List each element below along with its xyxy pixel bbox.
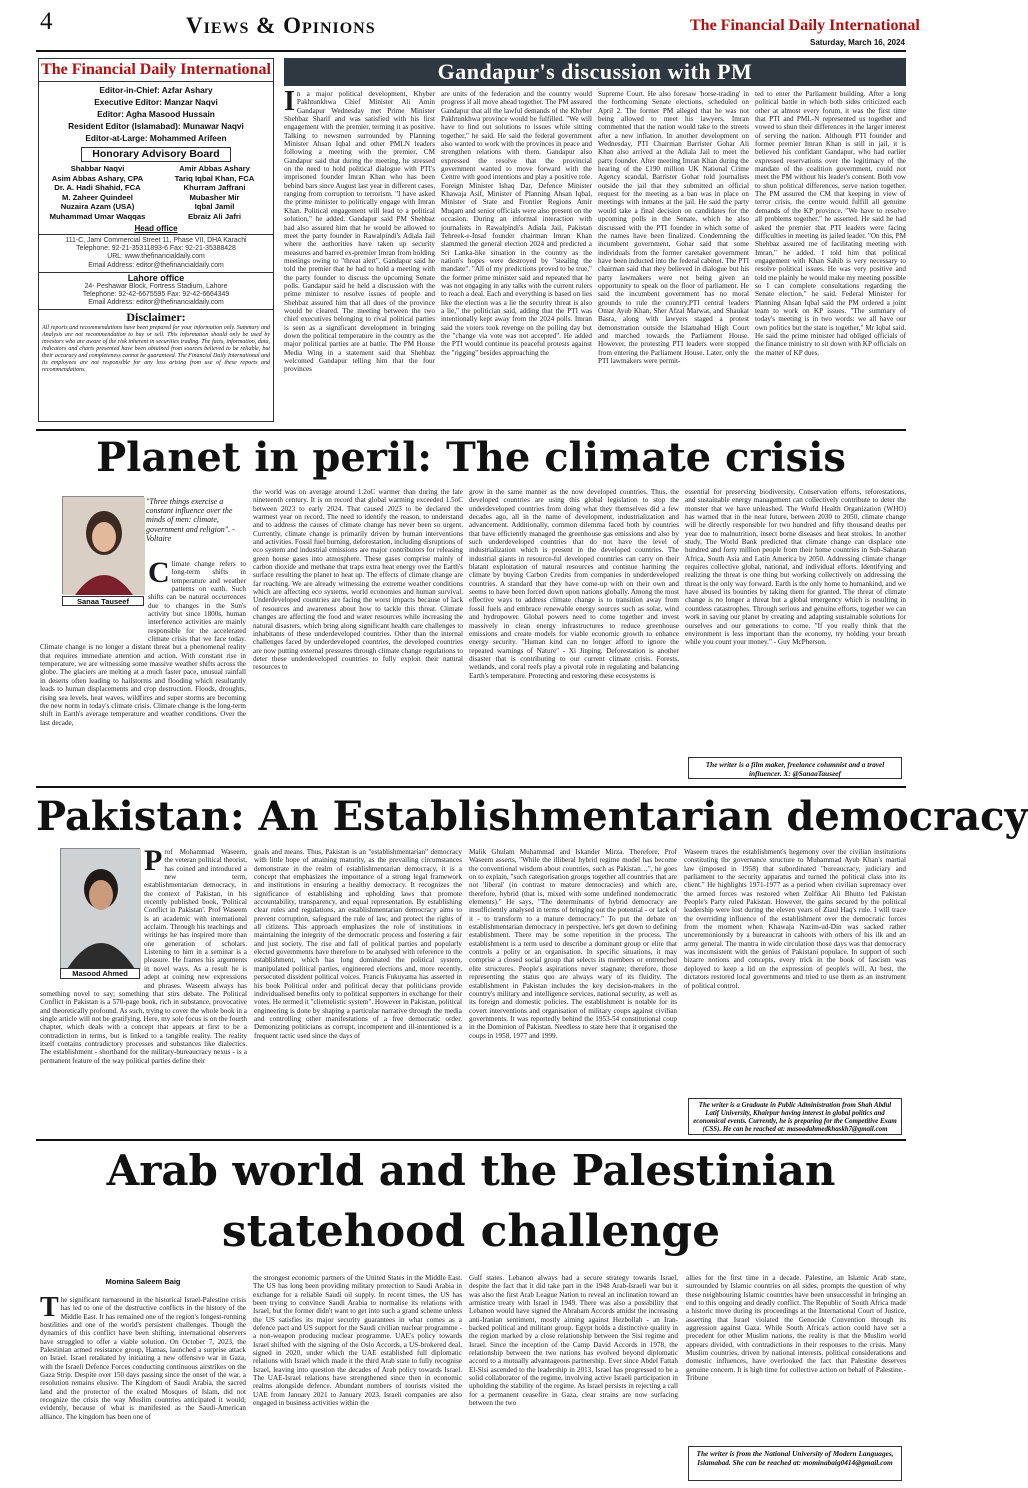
board-member: Shabbar Naqvi bbox=[70, 164, 125, 173]
editorial-column-4: ted to enter the Parliament building. After a long political battle in which both sides criticized each other at almost every forum, it was the first time that PTI and PML-N represented us together and vowed to shun their differences in the larger interest of serving the nation. Although PTI founder and former premier Imran Khan is still in jail, it is believed his confidant Gandapur, who had earlier expressed reservations over the legitimacy of the mandate of the coalition government, could not meet the PM without his leader's consent. Both vow to shun political differences, serve nation together. The PM assured the CM that keeping in view of terror crisis, the centre would fulfill all genuine demands of the KP province. "We have to resolve all problems together," he asserted. He said he had asked the premier that PTI leaders were facing difficulties in meeting its jailed leader. "On this, PM Shehbaz assured me of facilitating meeting with Imran," he added. I told him that political engagement with Khan Sahib is very necessary to resolve political issues. He was very positive and told me plainly he would make my meeting possible so I can complete consultations regarding the Senate election," he said. Federal Minister for Planning Ahsan Iqbal said the PM ordered a joint team to work on KP issues. "The summary of today's meeting is in two words: we all have our own politics but the state is together," Mr Iqbal said. He said the prime minister had obliged officials of the finance ministry to sit down with KP officials on the matter of KP dues. bbox=[755, 90, 906, 357]
article3-column-2: the strongest economic partners of the United States in the Middle East. The US has long been providing military protection to Saudi Arabia in exchange for a reliable Saudi oil supply. In recent times, the US has been trying to convince Saudi Arabia to normalise its relations with Israel, but the former didn't want to get into such a grand scheme unless the US satisfies its major security guarantees in what comes as a defence pact and US support for the Saudi civilian nuclear programme - a non-weapon producing nuclear programme. UAE's policy towards Israel shifted with the signing of the Oslo Accords, a US-brokered deal, signed in 2020, under which the UAE established full diplomatic relations with Israel which made it the third Arab state to fully recognise Israel, leaving into question the decades of Arab policy towards Israel. The UAE-Israel relations have strengthened since then in economic realms alongside defence. Abundant numbers of tourists visited the UAE from January 2021 to January 2023. Israeli companies are also engaged in business activities within the bbox=[253, 1274, 462, 1408]
article2-column-4: Waseem traces the establishment's hegemony over the civilian institutions constituting the governance structure to Muhammad Ayub Khan's martial law (imposed in 1958) that subordinated "bureaucracy, judiciary and parliament to the security apparatus and turned the political class into its client." He highlights 1971-1977 as a period when civilian supremacy over the armed forces was restored when Zulfikar Ali Bhutto led Pakistan People's Party ruled Pakistan. However, the gains secured by the political leadership were lost during the eleven years of Ziaul Haq's rule. I will trace the overriding influence of the establishment over the democratic forces from the moment when Khawaja Nazim-ud-Din was sacked rather unceremoniously by a bureaucrat in cahoots with others of his ilk and an army general. The mantra in wide circulation those days was that democracy was inconsistent with the genius of Pakistani populace. In support of such bizarre notions and concepts, every trick in the book of fascism was deployed to keep a lid on the expression of people's will. At best, the dictators restored local governments and tried to use them as an instrument of political control. bbox=[684, 848, 906, 990]
header-rule bbox=[36, 50, 906, 52]
author-name: Masood Ahmed bbox=[60, 968, 140, 979]
article1-column-1-text bbox=[40, 556, 246, 780]
board-member: Khurram Jaffrani bbox=[183, 183, 246, 192]
author-note: The writer is from the National University of Modern Languages, Islamabad. She can be reached at: mominabaig0414@gmail.com bbox=[688, 1446, 902, 1481]
article3-column-4: allies for the first time in a decade. Palestine, an Islamic Arab state, surrounded by Islamic countries on all sides, prompts the question of why these neighbouring Islamic countries have been unsuccessful in bringing an end to this ongoing and deadly conflict. The Republic of South Africa made a historic move during its proceedings at the International Court of Justice, asserting that Israel violated the Genocide Convention through its aggression against Gaza. While South Africa's action could have set a precedent for other Muslim nations, the reality is that the Muslim world appears divided, with contradictions in their responses to the crisis. Many Muslim countries, driven by national interests, political considerations and domestic influences, have overlooked the fact that Palestine deserves genuine concern. It is high time for collective action on behalf of Palestine.-Tribune bbox=[686, 1274, 906, 1383]
editorial-text: n a major political development, Khyber Pakhtunkhwa Chief Minister Ali Amin Gandapur Wednesday met Prime Minister Shehbaz Sharif and was satisfied with his first engagement with the premier, terming it as positive. Talking to newsmen surrounded by Planning Minister Ahsan Iqbal and other PMLN leaders following a meeting with the premier, CM Gandapur said that during the meeting, he stressed on the need to hold political dialogue with PTI's imprisoned founder Imran Khan who has been behind bars since August last year in different cases, ranging from corruption to terrorism. "I have asked the prime minister to politically engage with Imran Khan. Political engagement will lead to a political solution," he added. Gandapur said PM Shehbaz had also assured him that he would be allowed to meet the party founder in Rawalpindi's Adiala Jail where the authorities have taken up security measures and barred ex-premier Imran from holding meetings owing to "threat alert". Gandapur said he told the premier that he had to hold a meeting with the party founder to discuss the upcoming Senate polls. Gandapur said he held a discussion with the prime minister to resolve issues of people and Shehbaz assured him that all dues of the province would be cleared. The meeting between the two chief executives belonging to rival political parties is seen as a significant development in bringing down the political temperature in the country as the major political parties are at battle. The PM House Media Wing in a statement said that Shehbaz welcomed Gandapur telling him that the four provinces bbox=[284, 90, 435, 374]
staff-editor-at-large: Editor-at-Large: Mohammed Arifeen bbox=[85, 133, 227, 143]
editorial-column-2: are units of the federation and the country would progress if all move ahead together. The PM assured Gandapur that all the lawful demands of the Khyber Pakhtunkhwa province would be fulfilled. "We will have to find out solutions to issues while sitting together," he said. He said the federal government also wanted to work with the provinces in peace and strengthen relations with them. Gandapur also expressed the resolve that the provincial government wanted to move forward with the Centre with good intentions and play a positive role. Foreign Minister Ishaq Dar, Defence Minister Khawaja Asif, Minister of Planning Ahsan Iqbal, Minister of State and Frontier Regions Amir Muqam and senior officials were also present on the occasion. During an informal interaction with journalists in Rawalpindi's Adiala Jail, Pakistan Tehreek-e-Insaf founder chairman Imran Khan slammed the general election 2024 and predicted a Sri Lanka-like situation in the country as the nation's hopes were destroyed by "stealing the mandate". "All of my predictions proved to be true," the former prime minister said and repeated that he was not engaging in any talks with the current rulers to reach a deal. Each and everything is based on lies like the election was a lie the security threat is also a lie," the politician said, adding that the PTI was intentionally kept away from the 2024 polls. Imran said the voters took revenge on the polling day but the "change via vote was not accepted". He added the PTI would continue its peaceful protests against the "rigging" besides approaching the bbox=[441, 90, 592, 357]
head-office-address bbox=[39, 234, 273, 270]
photo-spacer bbox=[40, 560, 148, 636]
article3-text: he significant turnaround in the historical Israel-Palestine crisis has led to one of the destructive conflicts in the history of the Middle East. It has remained one of the region's longest-running hostilities and one of the world's persistent challenges. Though the dynamics of this conflict have been shifting, international observers have struggled to offer a viable solution. On October 7, 2023, the Palestinian armed resistance group, Hamas, launched a surprise attack on Israel. Israel retaliated by initiating a new offensive war in Gaza, with the Israeli Defence Forces conducting continuous airstrikes on the Gaza Strip. Despite over 150 days passing since the onset of the war, a resolution remains elusive. The Kingdom of Saudi Arabia, the sacred land and the protector of the exalted Mosques of Islam, did not recognize the crisis the way Muslim countries anticipated it would; evidently, because of what is manifested as the Saudi-American alliance. The kingdom has been one of bbox=[40, 1296, 246, 1421]
board-member: Asim Abbas Ashary, CPA bbox=[51, 173, 144, 183]
editorial-column-1 bbox=[284, 86, 435, 425]
email-link[interactable]: Email Address: editor@thefinancialdaily.com bbox=[88, 299, 224, 307]
author-name: Momina Saleem Baig bbox=[105, 1277, 181, 1286]
author-note: The writer is a Graduate in Public Administration from Shah Abdul Latif University, Khairpur having interest in global politics and economical events. Currently, he is preparing for the Competitive Exam (CSS). He can be reached at: masoodahmedkhaskh7@gmail.com bbox=[688, 1098, 902, 1135]
article3-column-1 bbox=[40, 1292, 246, 1481]
board-member: Amir Abbas Ashary bbox=[179, 164, 250, 173]
masthead: The Financial Daily International bbox=[690, 17, 920, 34]
board-member: M. Zaheer Quindeel bbox=[62, 192, 133, 202]
advisory-board bbox=[39, 164, 273, 221]
board-left-column bbox=[39, 164, 156, 221]
article1-column-3: grow in the same manner as the now developed countries. Thus, the developed countries are using this global legislation to stop the underdeveloped countries from doing what they themselves did a few decades ago, all in the name of development, industrialization and advancement. Additionally, common dilemma faced both by countries that have efficiently managed the greenhouse gas emissions and also by such underdeveloped countries that do not have the level of industrialization which is present in the developed countries. The industrial giants in resource-ful developed countries can carry on their blatant exploitation of natural resources and continue harming the climate by buying Carbon Credits from companies in underdeveloped countries. A standard that they have come-up with on their own and seems to have been forced down upon nations globally. Among the most effective ways to address climate change is to transition away from fossil fuels and embrace renewable energy sources such as solar, wind and hydropower. Global powers need to come together and invest massively in clean energy infrastructures to reduce greenhouse emissions and create models for viable economic growth to enhance energy security. "Human kind can no longer afford to ignore the repeated warnings of Nature" - Xi Jinping. Deforestation is another disaster that is contributing to our current climate crisis. Forests, wetlands, and coral reefs play a pivotal role in regulating and balancing Earth's temperature. Protecting and restoring these ecosystems is bbox=[469, 488, 679, 680]
drop-cap: T bbox=[40, 1292, 59, 1323]
article2-column-1 bbox=[40, 844, 247, 1131]
board-member: Muhammad Umar Waqqas bbox=[49, 211, 146, 221]
author-note: The writer is a film maker, freelance columnist and a travel influencer. X: @SanaaTauseef bbox=[688, 757, 902, 779]
editorial-title: Gandapur's discussion with PM bbox=[284, 58, 906, 86]
board-member: Mubasher Mir bbox=[189, 192, 240, 202]
lahore-office-address bbox=[39, 283, 273, 308]
head-office-title: Head office bbox=[134, 224, 178, 233]
staff-editor: Editor: Agha Masood Hussain bbox=[97, 109, 215, 119]
article-headline: Planet in peril: The climate crisis bbox=[96, 434, 846, 481]
staff-resident-editor: Resident Editor (Islamabad): Munawar Naqvi bbox=[68, 121, 244, 131]
masthead-box bbox=[38, 58, 274, 422]
drop-cap: I bbox=[284, 86, 295, 117]
staff-list bbox=[39, 84, 273, 144]
article2-text: rof Mohammad Waseem, the veteran political theorist, has coined and introduced a new term, establishmentarian democracy, in the context of Pakistan, in his recently published book, 'Political Conflict in Pakistan'. Prof Waseem is an academic with international acclaim. Through his teachings and writings he has inspired more than one generation of scholars. Listening to him in a seminar is a pleasure. He frames his arguments in novel ways. As a result he is adept at coining new expressions and phrases. Waseem always has something novel to say; something that stirs debate. The Political Conflict in Pakistan is a 570-page book, rich in substance, provocative and theoretically profound. As such, trying to cover the whole book in a single article will not be gratifying. Here, my sole focus is on the fourth chapter, which deals with a concept that appears at first to be a contradiction in terms, but is linked to a tangible reality. The reality itself contains contradictory processes and substances like dialectics. The establishment - shorthand for the military-bureaucracy nexus - is a permanent feature of the way political parties define their bbox=[40, 848, 247, 1065]
board-member: Tariq Iqbal Khan, FCA bbox=[174, 173, 255, 183]
article-headline-line-2: statehood challenge bbox=[221, 1206, 721, 1257]
pull-quote: "Three things exercise a constant influence over the minds of men: climate, government and religion". - Voltaire bbox=[146, 497, 235, 543]
article1-column-2: the world was on average around 1.2oC warmer than during the late nineteenth century. It is on record that global warming exceeded 1.5oC between 2023 to early 2024. That caused 2023 to be declared the warmest year on record. The need to identify the reason, to understand and to address the causes of climate change has never been so urgent. Currently, climate change is primarily driven by human interventions and activities. Fossil fuel burning, deforestation, including disruptions of eco system and industrial emissions are major contributors for releasing green house gases into atmosphere. These gases comprise mainly of carbon dioxide and methane that traps extra heat energy over the Earth's surface resulting the planet to heat up. The effects of climate change are far reaching. We are already witnessing the extreme weather conditions which are affecting eco systems, world economies and human survival. Underdeveloped countries are facing the worst impacts because of lack of resources and awareness about how to tackle this threat. Climate changes are affecting the food and water resources while increasing the natural disasters, which bring along significant health care challenges to inhabitants of these underdeveloped countries. Other than the internal challenges faced by underdeveloped countries, the developed countries are now putting external pressures through climate change regulations to deter these underdeveloped countries to fully exploit their natural resources to bbox=[253, 488, 463, 672]
address-line: 24- Peshawar Block, Fortress Stadium, Lahore bbox=[84, 282, 228, 290]
board-member: Ebraiz Ali Jafri bbox=[187, 211, 242, 221]
disclaimer-text: All reports and recommendations have been prepared for your information only. Summary and Analysis are not recommendation to buy or sell. This information should only be used by investors who are aware of the risk inherent in securities trading. The facts, information, data, indicators and charts presented have been obtained from sources believed to be reliable, but their accuracy and completeness cannot be guaranteed. The Financial Daily International and its employees are not responsible for any loss arising from use of these reports and recommendations. bbox=[42, 325, 270, 374]
board-right-column bbox=[156, 164, 273, 221]
section-divider bbox=[36, 429, 906, 431]
board-member: Iqbal Jamil bbox=[194, 202, 235, 211]
email-link[interactable]: Email Address: editor@thefinancialdaily.com bbox=[88, 261, 224, 269]
sidebar-title: The Financial Daily International bbox=[39, 61, 273, 82]
staff-executive-editor: Executive Editor: Manzar Naqvi bbox=[94, 97, 218, 107]
photo-spacer bbox=[40, 848, 144, 982]
telephone-line: Telephone: 92-42-6675595 Fax: 92-42-6664349 bbox=[82, 291, 230, 299]
section-divider bbox=[36, 786, 906, 788]
url-link[interactable]: URL: www.thefinancialdaily.com bbox=[107, 253, 205, 261]
article1-column-4: essential for preserving biodiversity. Conservation efforts, reforestations, and sustainable energy management can collectively contribute to deter the monster that we have unleashed. The World Health Organization (WHO) has warned that in the near future, between 2030 to 2050, climate change will be directly responsible for two hundred and fifty thousand deaths per year due to malnutrition, insect borne diseases and heat strokes. In another study, The World Bank predicted that climate change can displace one hundred and forty million people from their home countries in Sub-Saharan Africa, South Asia and Latin America by 2050. Addressing climate change requires collective global, national, and individual efforts. Identifying and realizing the threat is one thing but working collectively on addressing the threat is the only way forward. Earth is the only home to humankind, and we have abused its bounties by taking them for granted. The threat of climate change is no longer a threat but a global emergency which is resulting in countless catastrophes. Through serious and genuine efforts, together we can work in saving our planet by creating and adapting sustainable solutions for ourselves and our generations to come. "If you really think that the environment is less important than the economy, try holding your breath while you count your money." - Guy McPherson. bbox=[685, 488, 906, 647]
section-title: Views & Opinions bbox=[186, 13, 376, 38]
issue-date: Saturday, March 16, 2024 bbox=[809, 38, 905, 47]
board-member: Nuzaira Azam (USA) bbox=[60, 202, 135, 211]
drop-cap: C bbox=[148, 556, 170, 589]
advisory-board-title: Honorary Advisory Board bbox=[81, 147, 231, 162]
article2-column-3: Malik Ghulam Muhammad and Iskander Mirza. Therefore, Prof Waseem asserts, "While the illiberal hybrid regime model has become the conventional wisdom about countries, such as Pakistan…", he goes on to explain, "such categorisation groups together all countries that are not 'liberal' (in contrast to mature democracies) and which are, therefore, hybrid (that is, mixed with some undefined nondemocratic elements)." He says, "The determinants of hybrid democracy are insufficiently analysed in terms of bringing out the potential - or lack of it - to transform to a mature democracy." To put the debate on establishmentarian democracy in perspective, let's get down to defining establishment. There may be some repetition in the process. The establishment is a term used to describe a dominant group or elite that controls a polity or an organisation. In specific situations, it may comprise a closed social group that selects its members or entrenched elite structures. People's aspirations never stagnate; therefore, those representing the status quo are always wary of its fluidity. The establishment in Pakistan includes the key decision-makers in the country's military and intelligence services, national security, as well as its foreign and domestic policies. The establishment is notable for its covert interventions and organisation of military coups against civilian governments. It was reportedly behind the 1953-54 constitutional coup in the Dominion of Pakistan. Needless to state here that it organised the coups in 1958, 1977 and 1999. bbox=[469, 848, 677, 1040]
board-member: Dr. A. Hadi Shahid, FCA bbox=[54, 183, 141, 192]
disclaimer-title: Disclaimer: bbox=[39, 309, 273, 325]
section-divider bbox=[36, 1139, 906, 1141]
author-name: Sanaa Tauseef bbox=[62, 596, 144, 606]
address-line: 111-C, Jami Commercial Street 11, Phase VII, DHA Karachi bbox=[65, 237, 247, 244]
article1-text: limate change refers to long-term shifts in temperature and weather patterns on earth. Such shifts can be natural occurrences due to changes in the Sun's activity but since 1800s, human interference activities are mainly responsible for the accelerated climate crisis that we face today. Climate change is no longer a distant threat but a phenomenal reality that requires immediate attention and action. With constant rise in temperature, we are witnessing some massive weather shifts across the globe. The glaciers are melting at a much faster pace, unusual rainfall in deserts often leading to hailstorms and flooding which resultantly leads to human displacements and crop destruction. Floods, droughts, rising sea levels, heat waves, wildfires and super storms are becoming the new norm in today's climate crisis. Climate change is the long-term shift in Earth's average temperature and weather conditions. Over the last decade, bbox=[40, 560, 246, 727]
page-number: 4 bbox=[40, 8, 53, 35]
drop-cap: P bbox=[144, 844, 163, 877]
article-headline: Arab world and the Palestinian bbox=[106, 1146, 836, 1195]
article2-column-2: goals and means. Thus, Pakistan is an "establishmentarian" democracy with little hope of attaining maturity, as the prevailing circumstances demonstrate in the realm of establishmentarian democracy, it is a concept that emphasizes the importance of a strong legal framework and institutions in ensuring a healthy democracy. It recognizes the significance of establishing and upholding laws that promote accountability, transparency, and equal representation. By establishing clear rules and regulations, an establishmentarian democracy aims to prevent corruption, safeguard the rule of law, and protect the rights of all citizens. This approach emphasizes the role of institutions in maintaining the integrity of the democratic process and fostering a fair and just society. The rise and fall of political parties and popularly elected governments have therefore to be analysed with reference to the establishment, which has long dominated the political system, manipulated political parties, engineered elections and, more recently, persecuted dissident political voices. Francis Fukuyama has asserted in his book Political order and political decay that politicians provide individualised benefits only to political supporters in exchange for their votes. He termed it "clientelistic system". However in Pakistan, political engineering is done by shaping a particular narrative through the media and controlling other manifestations of a free democratic order. Demonizing politicians as corrupt, incompetent and ill-intentioned is a frequent tactic used since the days of bbox=[254, 848, 462, 1040]
article3-column-3: Gulf states. Lebanon always had a secure strategy towards Israel, despite the fact that it did take part in the 1948 Arab-Israeli war but it was also the first Arab League Nation to reveal an inclination toward an armistice treaty with Israel in 1949. There was also a possibility that Lebanon would have signed the Abraham Accords amidst the increasing anti-Iranian sentiment, mostly aiming against Hezbollah - an Iran-backed political and militant group. Egypt holds a distinctive quality in the region marked by a close relationship between the Sisi regime and Israel. Since the inception of the Camp David Accords in 1978, the relationship between the two nations has evolved beyond diplomatic accord to a mutually advantageous partnership. Ever since Abdel Fattah El-Sisi ascended to the leadership in 2013, Israel has progressed to be a solid collaborator of the regime, involving active Israeli participation in upholding the stability of the regime. As Israel persists in rejecting a call for a permanent ceasefire in Gaza, clear strains are now surfacing between the two bbox=[469, 1274, 678, 1408]
telephone-line: Telephone: 92-21-35311893-6 Fax: 92-21-35388428 bbox=[76, 245, 236, 253]
lahore-office-title: Lahore office bbox=[39, 272, 273, 283]
article-headline: Pakistan: An Establishmentarian democracy bbox=[36, 793, 1028, 840]
staff-editor-in-chief: Editor-in-Chief: Azfar Ashary bbox=[99, 85, 213, 95]
editorial-column-3: Supreme Court. He also foresaw 'horse-trading' in the forthcoming Senate elections, scheduled on April 2. The former PM alleged that he was not being allowed to meet his lawyers. Imran commented that the nation would take to the streets after a new inflation. In another development on Wednesday, PTI Chairman Barrister Gohar Ali Khan also arrived at the Adiala Jail to meet the party founder. After meeting Imran Khan during the hearing of the £190 million UK National Crime Agency scandal, Barrister Gohar told journalists outside the jail that they submitted an official request for the meeting as a ban was in place on meetings with inmates at the jail. He said the party would take a final decision on candidates for the upcoming polls in the Senate, which he also discussed with the PTI founder in which some of the names have been finalized. Condemning the incumbent government, Gohar said that some individuals from the former caretaker government have been inducted into the federal cabinet. The PTI chairman said that they believed in dialogue but his party lawmakers were not being given an opportunity to speak on the floor of parliament. He said the incumbent government has no moral grounds to rule the country.PTI central leaders Omar Ayub Khan, Sher Afzal Marwat, and Shaukat Basra, along with lawyers staged a protest demonstration outside the Islamabad High Court and marched towards the Parliament House. However, the protesting PTI leaders were stopped from entering the Parliament House. Later, only the PTI lawmakers were permit- bbox=[598, 90, 749, 365]
